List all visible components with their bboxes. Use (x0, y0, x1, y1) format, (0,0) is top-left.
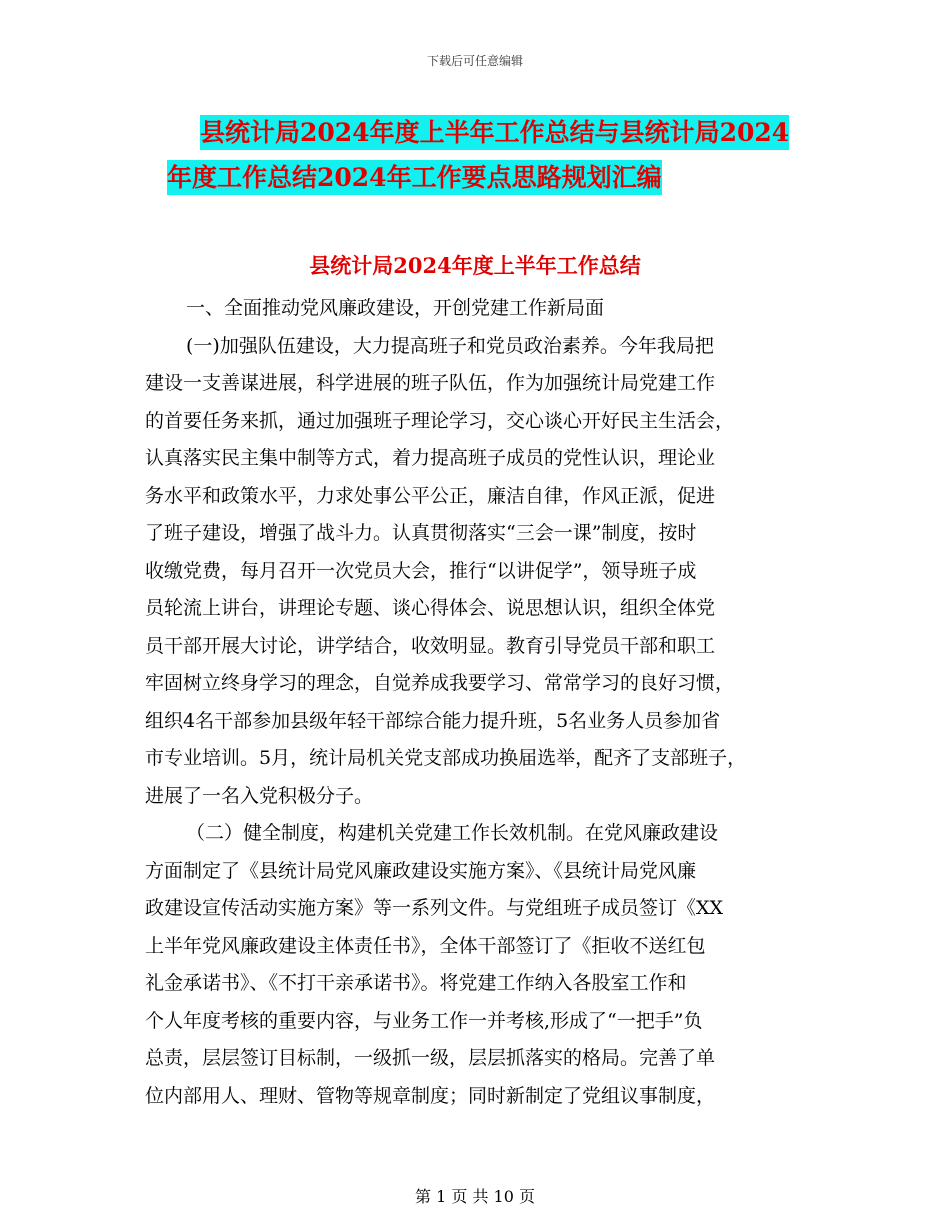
body-line: 总责，层层签订目标制，一级抓一级，层层抓落实的格局。完善了单 (145, 1047, 716, 1069)
body-line: 一、全面推动党风廉政建设，开创党建工作新局面 (186, 297, 605, 319)
section-title: 县统计局2024年度上半年工作总结 (309, 253, 641, 278)
body-text (145, 290, 835, 1115)
body-line: 收缴党费，每月召开一次党员大会，推行“以讲促学”，领导班子成 (145, 559, 697, 582)
body-line: 方面制定了《县统计局党风廉政建设实施方案》、《县统计局党风廉 (145, 859, 697, 882)
body-line: 务水平和政策水平，力求处事公平公正，廉洁自律，作风正派，促进 (145, 484, 716, 507)
body-line: 个人年度考核的重要内容，与业务工作一并考核,形成了“一把手”负 (145, 1009, 703, 1032)
document-title-line-2 (0, 158, 950, 194)
title-highlight-2: 年度工作总结2024年工作要点思路规划汇编 (167, 160, 662, 195)
body-line: （二）健全制度，构建机关党建工作长效机制。在党风廉政建设 (186, 822, 719, 844)
body-line: 政建设宣传活动实施方案》等一系列文件。与党组班子成员签订《XX (145, 897, 724, 919)
body-line: (一)加强队伍建设，大力提高班子和党员政治素养。今年我局把 (186, 334, 714, 357)
body-line: 上半年党风廉政建设主体责任书》，全体干部签订了《拒收不送红包 (145, 934, 706, 957)
body-line: 牢固树立终身学习的理念，自觉养成我要学习、常常学习的良好习惯， (145, 672, 735, 694)
body-line: 建设一支善谋进展，科学进展的班子队伍，作为加强统计局党建工作 (145, 372, 716, 394)
document-title-line-1 (0, 113, 950, 149)
body-line: 市专业培训。5月，统计局机关党支部成功换届选举，配齐了支部班子， (145, 747, 747, 769)
body-line: 组织4名干部参加县级年轻干部综合能力提升班，5名业务人员参加省 (145, 709, 721, 732)
body-line: 了班子建设，增强了战斗力。认真贯彻落实“三会一课”制度，按时 (145, 522, 697, 544)
body-line: 礼金承诺书》、《不打干亲承诺书》。将党建工作纳入各股室工作和 (145, 972, 687, 994)
body-line: 认真落实民主集中制等方式，着力提高班子成员的党性认识，理论业 (145, 447, 716, 469)
title-highlight-1: 县统计局2024年度上半年工作总结与县统计局2024 (200, 115, 789, 150)
page-header: 下载后可任意编辑 (426, 54, 523, 68)
body-line: 位内部用人、理财、管物等规章制度；同时新制定了党组议事制度， (145, 1084, 716, 1107)
page-footer: 第 1 页 共 10 页 (415, 1187, 535, 1206)
body-line: 进展了一名入党积极分子。 (145, 784, 374, 807)
body-line: 员轮流上讲台，讲理论专题、谈心得体会、说思想认识，组织全体党 (145, 597, 716, 619)
body-line: 的首要任务来抓，通过加强班子理论学习，交心谈心开好民主生活会， (145, 409, 735, 432)
body-line: 员干部开展大讨论，讲学结合，收效明显。教育引导党员干部和职工 (145, 634, 716, 657)
